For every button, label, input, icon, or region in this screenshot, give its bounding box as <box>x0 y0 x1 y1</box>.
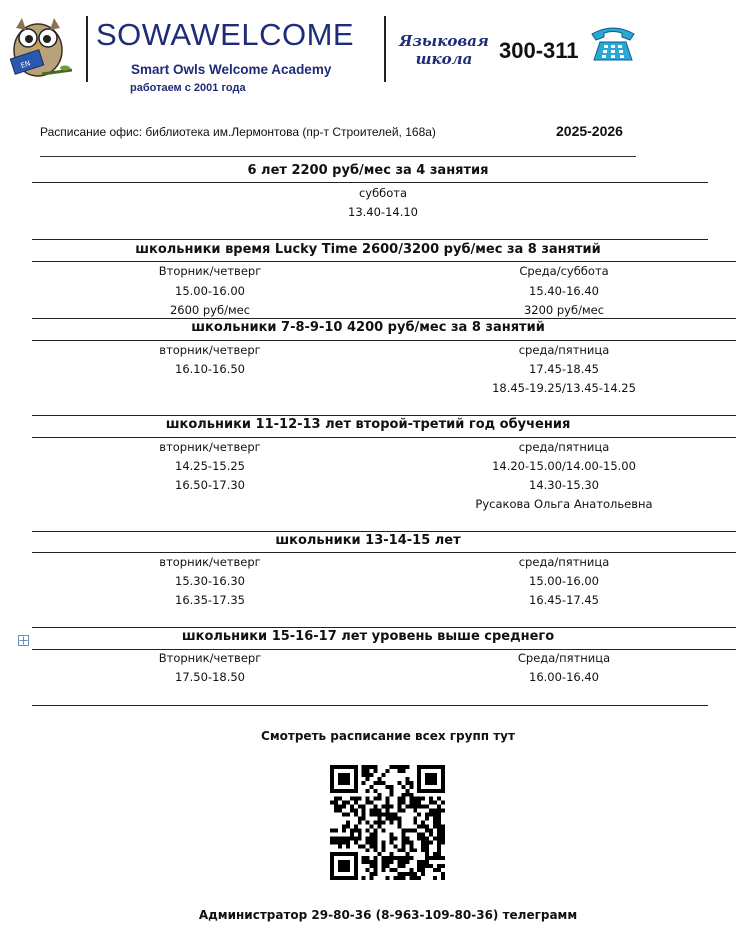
schedule-day: вторник/четверг <box>159 440 261 454</box>
schedule-time: 16.45-17.45 <box>529 593 599 607</box>
school-year: 2025-2026 <box>556 123 623 139</box>
section-title: школьники 15-16-17 лет уровень выше среднего <box>181 629 555 644</box>
school-label-line1: Языковая <box>399 32 489 50</box>
schedule-time: 15.40-16.40 <box>529 284 599 298</box>
telephone-icon <box>588 24 638 64</box>
section-rule <box>32 415 736 416</box>
school-label <box>396 32 492 68</box>
header-divider <box>384 16 386 82</box>
section-rule <box>32 552 736 553</box>
schedule-time: 18.45-19.25/13.45-14.25 <box>492 381 636 395</box>
phone-number: 300-311 <box>499 38 579 63</box>
section-title: школьники 7-8-9-10 4200 руб/мес за 8 занятий <box>191 320 545 335</box>
schedule-time: 16.50-17.30 <box>175 478 245 492</box>
schedule-price: 3200 руб/мес <box>523 303 605 317</box>
header-divider <box>86 16 88 82</box>
section-title: школьники время Lucky Time 2600/3200 руб/мес за 8 занятий <box>135 242 601 257</box>
section-title: школьники 11-12-13 лет второй-третий год обучения <box>165 417 571 432</box>
administrator-contacts: Администратор 29-80-36 (8-963-109-80-36) телеграмм <box>198 908 578 922</box>
underline-rule <box>40 156 636 157</box>
section-rule <box>32 261 736 262</box>
schedule-time: 13.40-14.10 <box>348 205 418 219</box>
schedule-day: Среда/суббота <box>519 264 609 278</box>
owl-logo-icon <box>2 14 74 78</box>
schedule-day: Вторник/четверг <box>158 264 262 278</box>
brand-name: SOWAWELCOME <box>96 17 355 52</box>
school-label-line2: школа <box>415 50 473 68</box>
schedule-day: Среда/пятница <box>517 651 611 665</box>
section-title: 6 лет 2200 руб/мес за 4 занятия <box>247 163 489 178</box>
office-address: Расписание офис: библиотека им.Лермонтова (пр-т Строителей, 168а) <box>40 125 436 139</box>
schedule-day: Вторник/четверг <box>158 651 262 665</box>
section-rule <box>32 239 708 240</box>
schedule-time: 16.10-16.50 <box>175 362 245 376</box>
schedule-time: 14.30-15.30 <box>529 478 599 492</box>
schedule-time: 17.45-18.45 <box>529 362 599 376</box>
schedule-time: 17.50-18.50 <box>175 670 245 684</box>
section-rule <box>32 340 736 341</box>
schedule-time: 15.00-16.00 <box>175 284 245 298</box>
schedule-day: среда/пятница <box>518 440 610 454</box>
svg-text:EN: EN <box>19 59 32 70</box>
schedule-day: вторник/четверг <box>159 555 261 569</box>
section-rule <box>32 627 736 628</box>
schedule-time: 16.00-16.40 <box>529 670 599 684</box>
brand-since: работаем с 2001 года <box>130 82 246 94</box>
section-rule <box>32 318 736 319</box>
schedule-time: 14.20-15.00/14.00-15.00 <box>492 459 636 473</box>
section-rule <box>32 705 708 706</box>
see-all-groups: Смотреть расписание всех групп тут <box>261 729 515 743</box>
teacher-name: Русакова Ольга Анатольевна <box>475 497 653 511</box>
schedule-day: суббота <box>358 186 408 200</box>
section-title: школьники 13-14-15 лет <box>275 533 461 548</box>
qr-code-icon[interactable] <box>330 765 445 880</box>
section-rule <box>32 437 736 438</box>
schedule-day: вторник/четверг <box>159 343 261 357</box>
schedule-price: 2600 руб/мес <box>169 303 251 317</box>
schedule-time: 16.35-17.35 <box>175 593 245 607</box>
schedule-time: 14.25-15.25 <box>175 459 245 473</box>
schedule-day: среда/пятница <box>518 555 610 569</box>
section-rule <box>32 182 708 183</box>
schedule-time: 15.30-16.30 <box>175 574 245 588</box>
section-rule <box>32 649 736 650</box>
schedule-day: среда/пятница <box>518 343 610 357</box>
brand-subtitle: Smart Owls Welcome Academy <box>131 62 332 77</box>
section-rule <box>32 531 736 532</box>
schedule-time: 15.00-16.00 <box>529 574 599 588</box>
